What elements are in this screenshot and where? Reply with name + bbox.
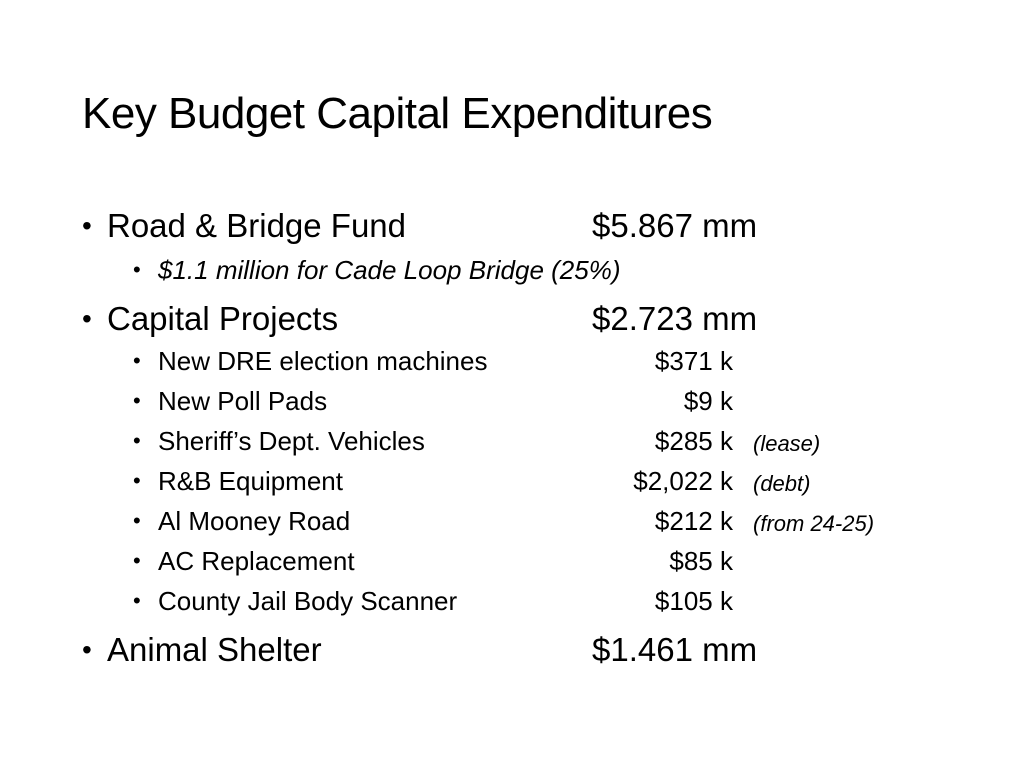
- bullet-icon: •: [133, 508, 141, 533]
- bullet-icon: •: [133, 388, 141, 413]
- item-note: (lease): [753, 431, 821, 456]
- item-amount: $105 k: [654, 586, 733, 616]
- item-label: R&B Equipment: [158, 466, 343, 496]
- bullet-icon: •: [82, 210, 92, 241]
- bullet-icon: •: [133, 548, 141, 573]
- item-note: (debt): [753, 471, 811, 496]
- item-label: Capital Projects: [107, 300, 339, 337]
- item-label: AC Replacement: [158, 546, 355, 576]
- item-amount: $9 k: [683, 386, 733, 416]
- item-amount: $285 k: [654, 426, 733, 456]
- item-label: New Poll Pads: [158, 386, 328, 416]
- item-label: $1.1 million for Cade Loop Bridge (25%): [158, 255, 621, 285]
- item-label: Animal Shelter: [107, 631, 322, 668]
- item-label: Al Mooney Road: [158, 506, 351, 536]
- item-label: Sheriff’s Dept. Vehicles: [158, 426, 425, 456]
- item-amount: $212 k: [654, 506, 733, 536]
- bullet-icon: •: [133, 468, 141, 493]
- bullet-icon: •: [133, 257, 141, 282]
- item-label: Road & Bridge Fund: [107, 207, 407, 244]
- item-label: County Jail Body Scanner: [158, 586, 458, 616]
- item-amount: $1.461 mm: [592, 631, 758, 668]
- item-amount: $2,022 k: [633, 466, 733, 496]
- item-amount: $85 k: [669, 546, 733, 576]
- bullet-icon: •: [133, 348, 141, 373]
- bullet-icon: •: [133, 428, 141, 453]
- slide-title: Key Budget Capital Expenditures: [82, 89, 713, 138]
- item-note: (from 24-25): [753, 511, 875, 536]
- item-amount: $2.723 mm: [592, 300, 758, 337]
- bullet-icon: •: [82, 303, 92, 334]
- item-amount: $371 k: [654, 346, 733, 376]
- item-amount: $5.867 mm: [592, 207, 758, 244]
- item-label: New DRE election machines: [158, 346, 488, 376]
- bullet-icon: •: [133, 588, 141, 613]
- bullet-icon: •: [82, 634, 92, 665]
